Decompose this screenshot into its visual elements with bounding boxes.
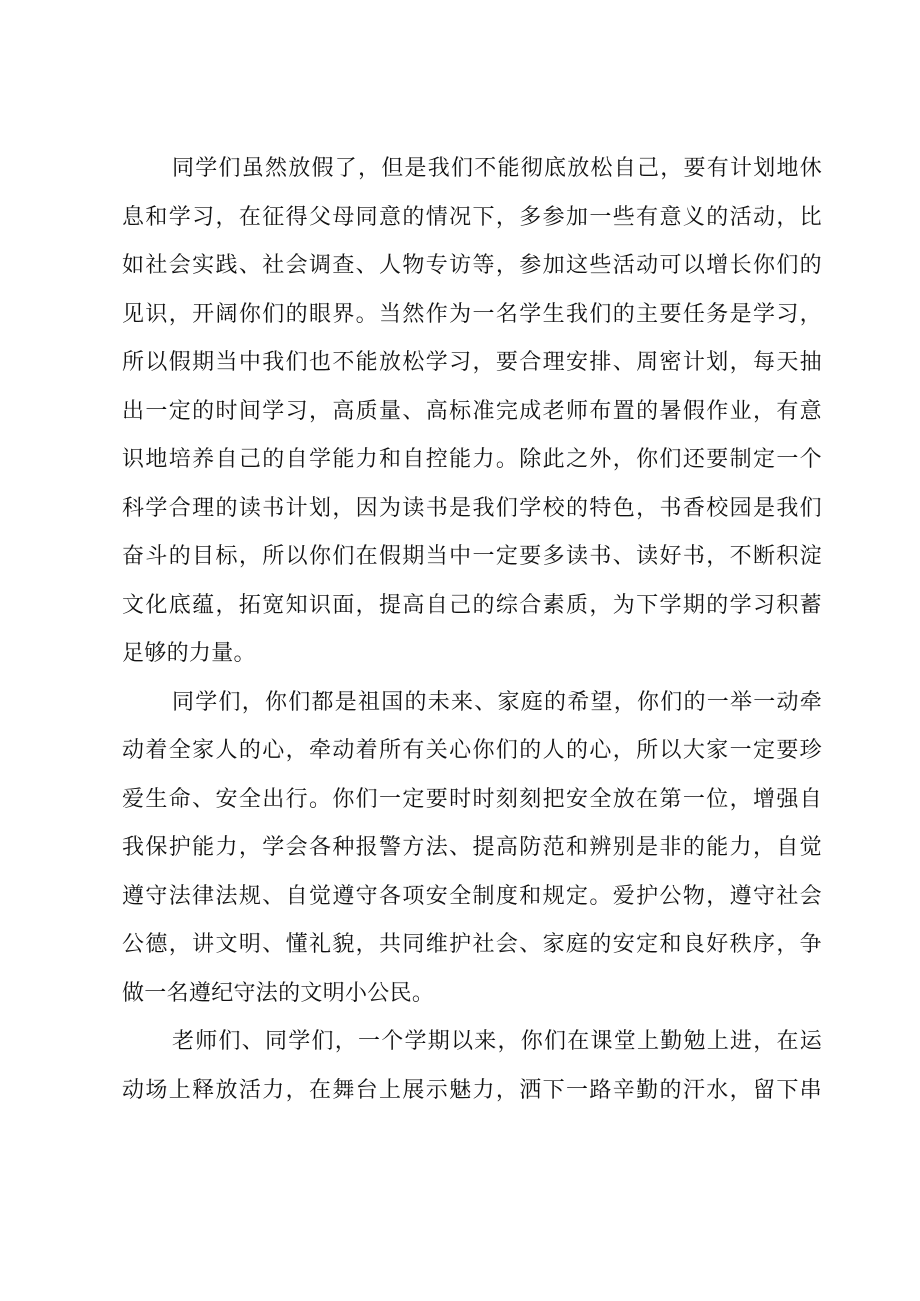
paragraph-line: 做一名遵纪守法的文明小公民。 (122, 980, 435, 1006)
paragraph-line: 科学合理的读书计划，因为读书是我们学校的特色，书香校园是我们 (122, 495, 822, 521)
paragraph-line: 同学们虽然放假了，但是我们不能彻底放松自己，要有计划地休 (172, 156, 822, 181)
paragraph-safety (122, 679, 822, 1019)
paragraph-line: 所以假期当中我们也不能放松学习，要合理安排、周密计划，每天抽 (122, 350, 822, 375)
paragraph-line: 奋斗的目标，所以你们在假期当中一定要多读书、读好书，不断积淀 (122, 544, 822, 569)
paragraph-line: 足够的力量。 (122, 641, 256, 666)
paragraph-line: 见识，开阔你们的眼界。当然作为一名学生我们的主要任务是学习， (122, 301, 822, 327)
paragraph-line: 识地培养自己的自学能力和自控能力。除此之外，你们还要制定一个 (122, 447, 822, 472)
paragraph-line: 公德，讲文明、懂礼貌，共同维护社会、家庭的安定和良好秩序，争 (122, 932, 822, 957)
paragraph-line: 出一定的时间学习，高质量、高标准完成老师布置的暑假作业，有意 (122, 398, 822, 424)
document-body (122, 145, 822, 1115)
paragraph-line: 如社会实践、社会调查、人物专访等，参加这些活动可以增长你们的 (122, 253, 822, 278)
paragraph-line: 爱生命、安全出行。你们一定要时时刻刻把安全放在第一位，增强自 (122, 786, 822, 812)
paragraph-line: 同学们，你们都是祖国的未来、家庭的希望，你们的一举一动牵 (172, 689, 822, 715)
paragraph-vacation-study (122, 145, 822, 679)
paragraph-line: 息和学习，在征得父母同意的情况下，多参加一些有意义的活动，比 (122, 204, 822, 230)
paragraph-semester-review (122, 1018, 822, 1115)
paragraph-line: 动场上释放活力，在舞台上展示魅力，洒下一路辛勤的汗水，留下串 (122, 1077, 822, 1103)
paragraph-line: 我保护能力，学会各种报警方法、提高防范和辨别是非的能力，自觉 (122, 835, 822, 860)
paragraph-line: 文化底蕴，拓宽知识面，提高自己的综合素质，为下学期的学习积蓄 (122, 592, 822, 618)
paragraph-line: 遵守法律法规、自觉遵守各项安全制度和规定。爱护公物，遵守社会 (122, 883, 822, 909)
paragraph-line: 老师们、同学们，一个学期以来，你们在课堂上勤勉上进，在运 (172, 1029, 822, 1054)
paragraph-line: 动着全家人的心，牵动着所有关心你们的人的心，所以大家一定要珍 (122, 738, 822, 763)
